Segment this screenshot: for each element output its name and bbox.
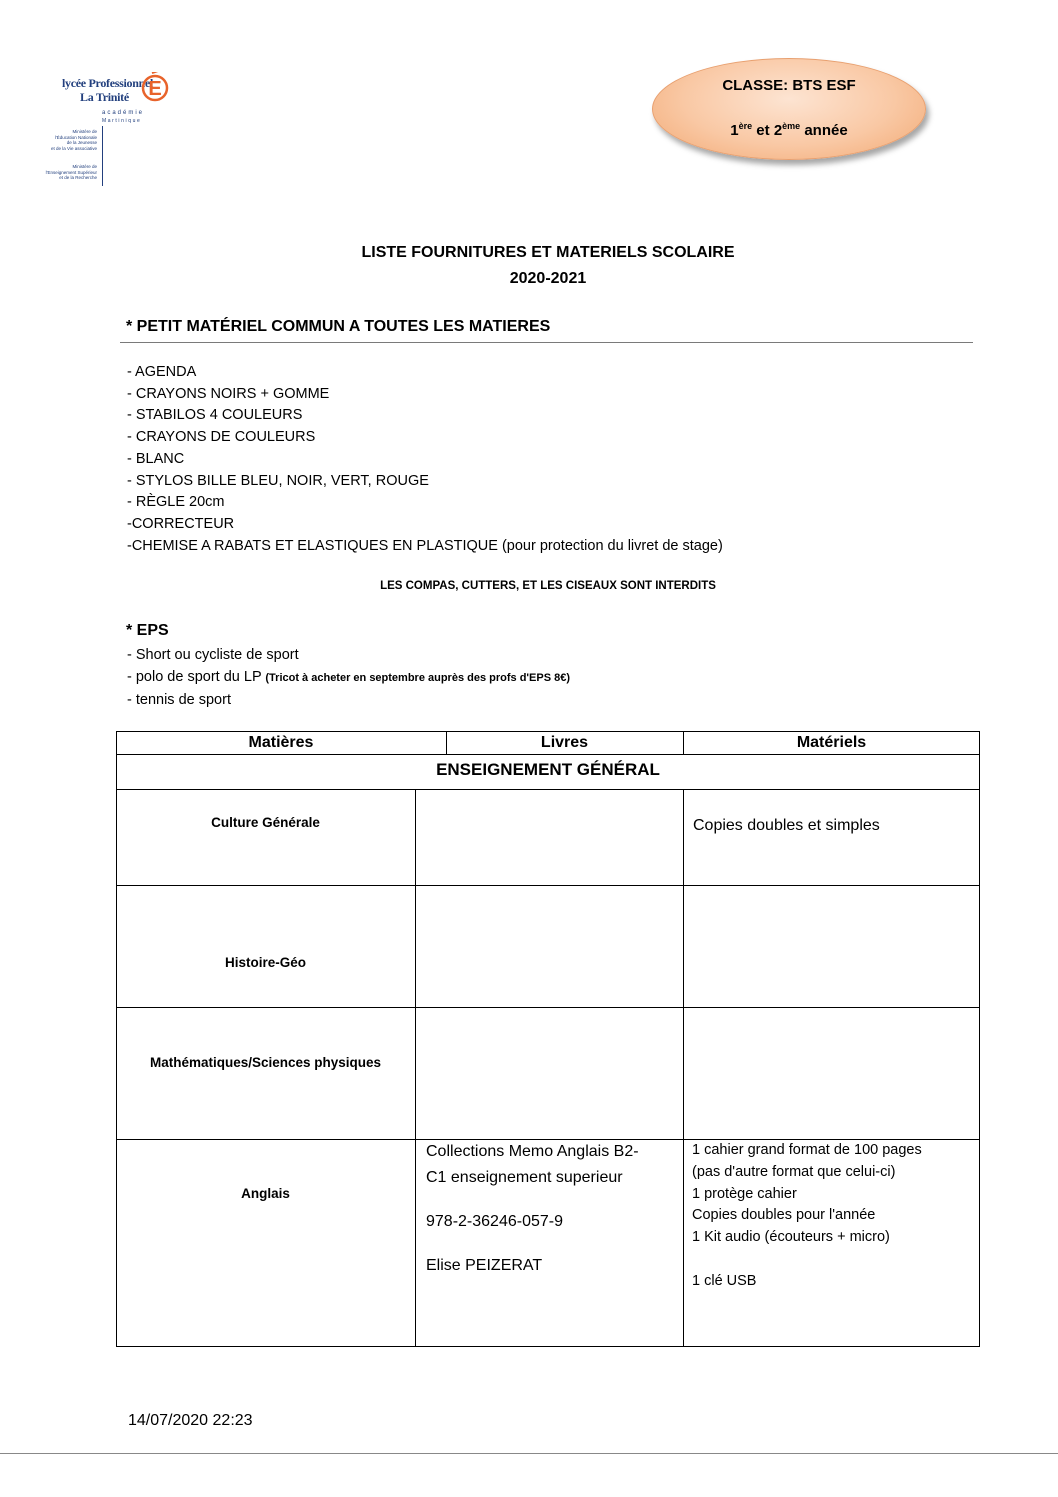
list-item: - AGENDA xyxy=(127,364,197,380)
common-items-list xyxy=(127,362,723,557)
section-divider xyxy=(120,342,973,343)
list-item: - Short ou cycliste de sport xyxy=(127,647,299,663)
class-label: CLASSE: BTS ESF xyxy=(722,77,856,94)
subject-culture-generale: Culture Générale xyxy=(211,815,320,830)
logo-text-line2: La Trinité xyxy=(80,90,129,104)
page-title: LISTE FOURNITURES ET MATERIELS SCOLAIRE xyxy=(361,244,735,261)
header-matieres: Matières xyxy=(248,734,314,751)
logo-academie: académie xyxy=(102,110,145,116)
class-badge xyxy=(652,58,926,160)
eps-polo-note: (Tricot à acheter en septembre auprès des profs d'EPS 8€) xyxy=(265,672,571,684)
list-item: - STABILOS 4 COULEURS xyxy=(127,407,303,424)
list-item: - BLANC xyxy=(127,450,185,467)
logo-ministry-1: Ministère de l'Éducation Nationale de la Jeunesse et de la Vie associative xyxy=(51,129,97,151)
school-logo xyxy=(45,68,182,188)
eps-items-list xyxy=(127,644,570,711)
materials-anglais: 1 cahier grand format de 100 pages (pas d'autre format que celui-ci) 1 protège cahier Copies doubles pour l'année 1 Kit audio (écouteurs + micro) 1 clé USB xyxy=(692,1142,922,1289)
svg-text:E: E xyxy=(148,78,162,100)
materials-culture-generale: Copies doubles et simples xyxy=(693,817,880,834)
school-year: 2020-2021 xyxy=(509,270,587,287)
books-anglais: Collections Memo Anglais B2- C1 enseignement superieur 978-2-36246-057-9 Elise PEIZERAT xyxy=(426,1143,639,1274)
header-materiels: Matériels xyxy=(796,734,867,751)
supplies-table xyxy=(116,731,980,1347)
subject-maths-sciences: Mathématiques/Sciences physiques xyxy=(149,1055,382,1070)
list-item: - CRAYONS NOIRS + GOMME xyxy=(127,385,330,402)
common-heading: * PETIT MATÉRIEL COMMUN A TOUTES LES MATIERES xyxy=(126,318,551,335)
forbidden-items-warning: LES COMPAS, CUTTERS, ET LES CISEAUX SONT INTERDITS xyxy=(380,580,716,592)
list-item: -CHEMISE A RABATS ET ELASTIQUES EN PLASTIQUE (pour protection du livret de stage) xyxy=(127,537,723,554)
footer-divider xyxy=(0,1453,1058,1454)
print-datetime: 14/07/2020 22:23 xyxy=(128,1412,253,1429)
list-item: - RÈGLE 20cm xyxy=(127,494,225,511)
list-item: - STYLOS BILLE BLEU, NOIR, VERT, ROUGE xyxy=(127,472,429,489)
eps-heading: * EPS xyxy=(126,622,169,639)
subject-histoire-geo: Histoire-Géo xyxy=(224,955,306,970)
logo-region: Martinique xyxy=(102,118,142,124)
header-livres: Livres xyxy=(540,734,589,751)
subject-anglais: Anglais xyxy=(241,1186,290,1201)
section-enseignement-general: ENSEIGNEMENT GÉNÉRAL xyxy=(436,760,660,779)
list-item: - polo de sport du LP (Tricot à acheter en septembre auprès des profs d'EPS 8€) xyxy=(127,669,571,685)
list-item: -CORRECTEUR xyxy=(127,515,235,532)
class-years: 1ère et 2ème année xyxy=(730,121,848,139)
logo-text-line1: lycée Professionnel xyxy=(62,76,154,90)
logo-ministry-2: Ministère de l'Enseignement Supérieur et de la Recherche xyxy=(45,164,97,180)
logo-divider xyxy=(102,126,103,186)
list-item: - CRAYONS DE COULEURS xyxy=(127,429,316,446)
list-item: - tennis de sport xyxy=(127,692,231,708)
academie-e-icon xyxy=(140,72,170,102)
